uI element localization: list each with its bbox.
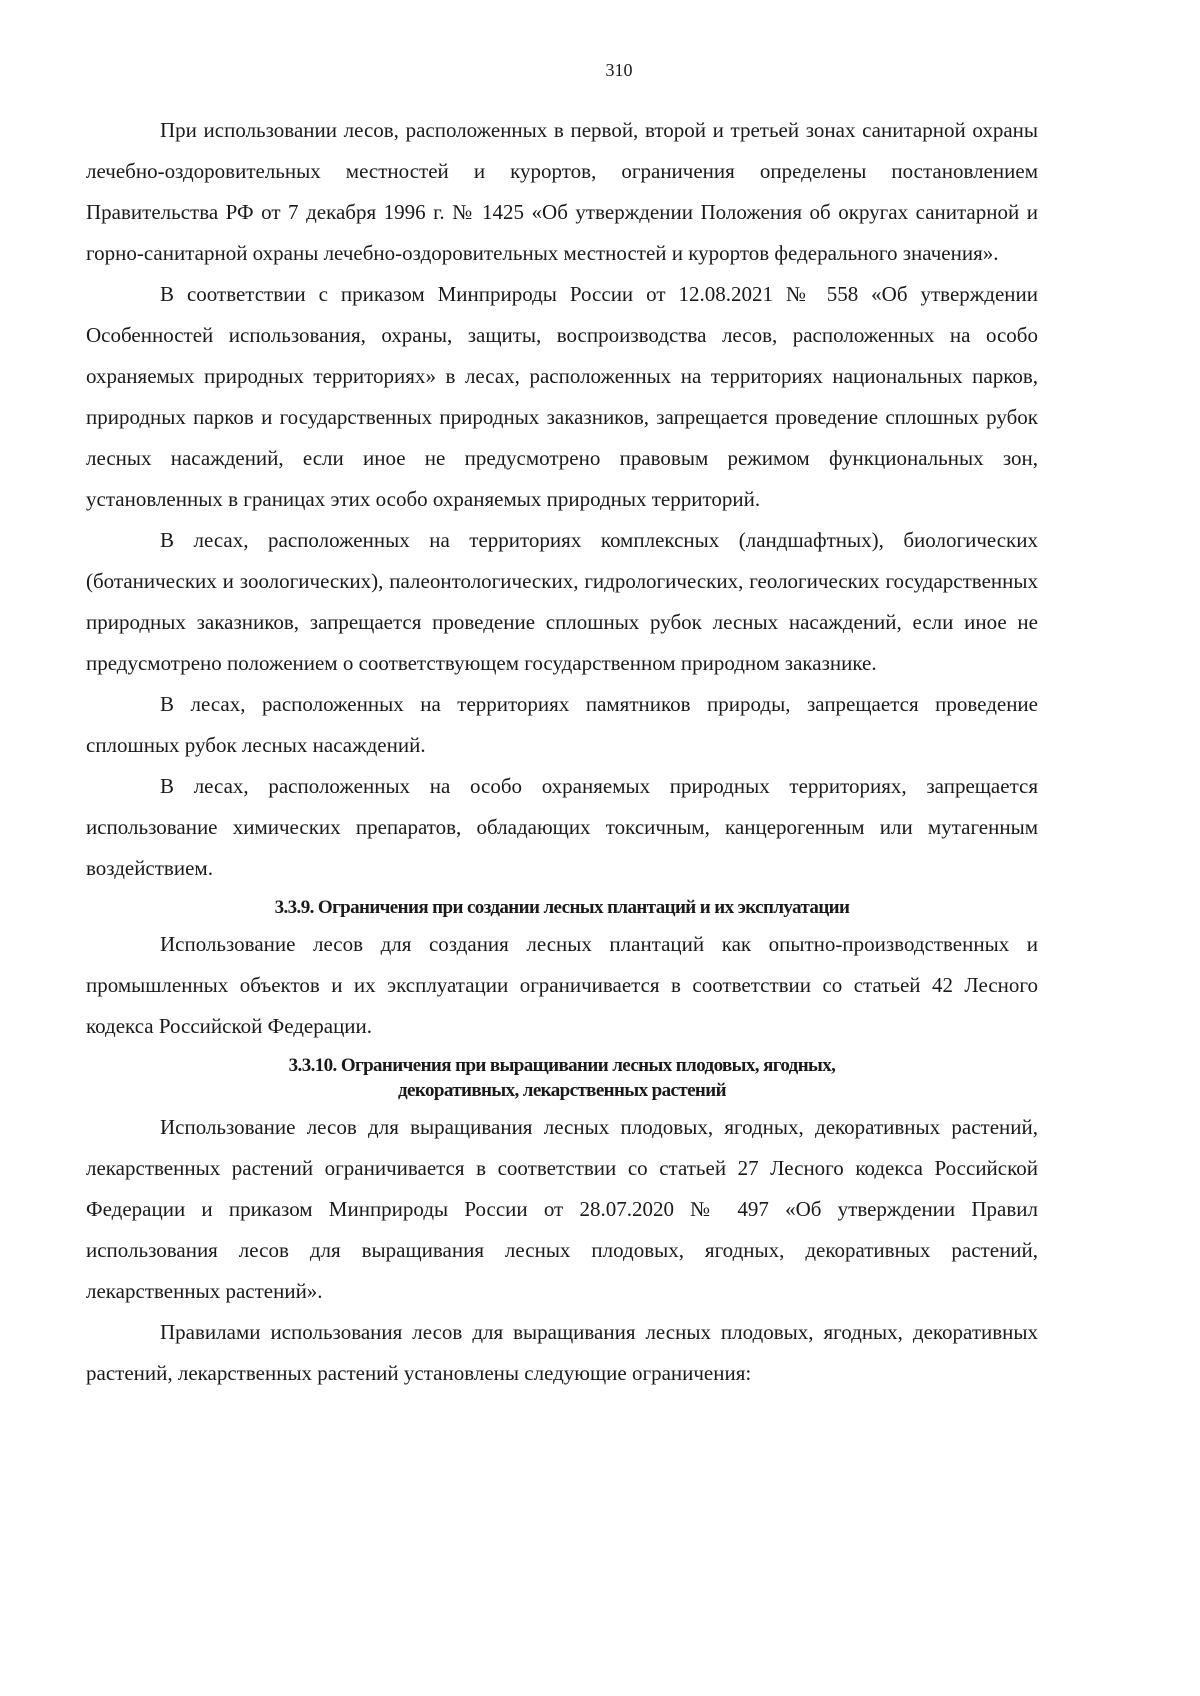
- section-heading-line: декоративных, лекарственных растений: [398, 1080, 726, 1101]
- paragraph-plantations: Использование лесов для создания лесных плантаций как опытно-производственных и промышленных объектов и их эксплуатации ограничивается в соответствии со статьей 42 Лесного кодекса Российской Федерации.: [86, 932, 1038, 1038]
- paragraph-plant-growing: Использование лесов для выращивания лесных плодовых, ягодных, декоративных растений, лекарственных растений ограничивается в соответствии со статьей 27 Лесного кодекса Российской Федерации и приказом Минприроды России от 28.07.2020 № 497 «Об утверждении Правил использования лесов для выращивания лесных плодовых, ягодных, декоративных растений, лекарственных растений».: [86, 1115, 1038, 1303]
- paragraph-sanitary-zones: При использовании лесов, расположенных в первой, второй и третьей зонах санитарной охраны лечебно-оздоровительных местностей и курортов, ограничения определены постановлением Правительства РФ от 7 декабря 1996 г. № 1425 «Об утверждении Положения об округах санитарной и горно-санитарной охраны лечебно-оздоровительных местностей и курортов федерального значения».: [86, 118, 1038, 265]
- page-body: [86, 110, 1038, 1394]
- section-heading-3-3-9: [86, 889, 1038, 924]
- page-number: 310: [605, 60, 633, 80]
- paragraph-reserves: В лесах, расположенных на территориях комплексных (ландшафтных), биологических (ботанических и зоологических), палеонтологических, гидрологических, геологических государственных природных заказников, запрещается проведение сплошных рубок лесных насаждений, если иное не предусмотрено положением о соответствующем государственном природном заказнике.: [86, 528, 1038, 675]
- paragraph-chemicals: В лесах, расположенных на особо охраняемых природных территориях, запрещается использование химических препаратов, обладающих токсичным, канцерогенным или мутагенным воздействием.: [86, 774, 1038, 880]
- paragraph-order-558: В соответствии с приказом Минприроды России от 12.08.2021 № 558 «Об утверждении Особенностей использования, охраны, защиты, воспроизводства лесов, расположенных на особо охраняемых природных территориях» в лесах, расположенных на территориях национальных парков, природных парков и государственных природных заказников, запрещается проведение сплошных рубок лесных насаждений, если иное не предусмотрено правовым режимом функциональных зон, установленных в границах этих особо охраняемых природных территорий.: [86, 282, 1038, 511]
- section-heading-3-3-10: [86, 1047, 1038, 1107]
- section-heading-line: 3.3.10. Ограничения при выращивании лесных плодовых, ягодных,: [288, 1055, 836, 1076]
- paragraph-rules-restrictions: Правилами использования лесов для выращивания лесных плодовых, ягодных, декоративных растений, лекарственных растений установлены следующие ограничения:: [86, 1320, 1038, 1385]
- paragraph-natural-monuments: В лесах, расположенных на территориях памятников природы, запрещается проведение сплошных рубок лесных насаждений.: [86, 692, 1038, 757]
- section-heading-line: 3.3.9. Ограничения при создании лесных плантаций и их эксплуатации: [274, 897, 850, 918]
